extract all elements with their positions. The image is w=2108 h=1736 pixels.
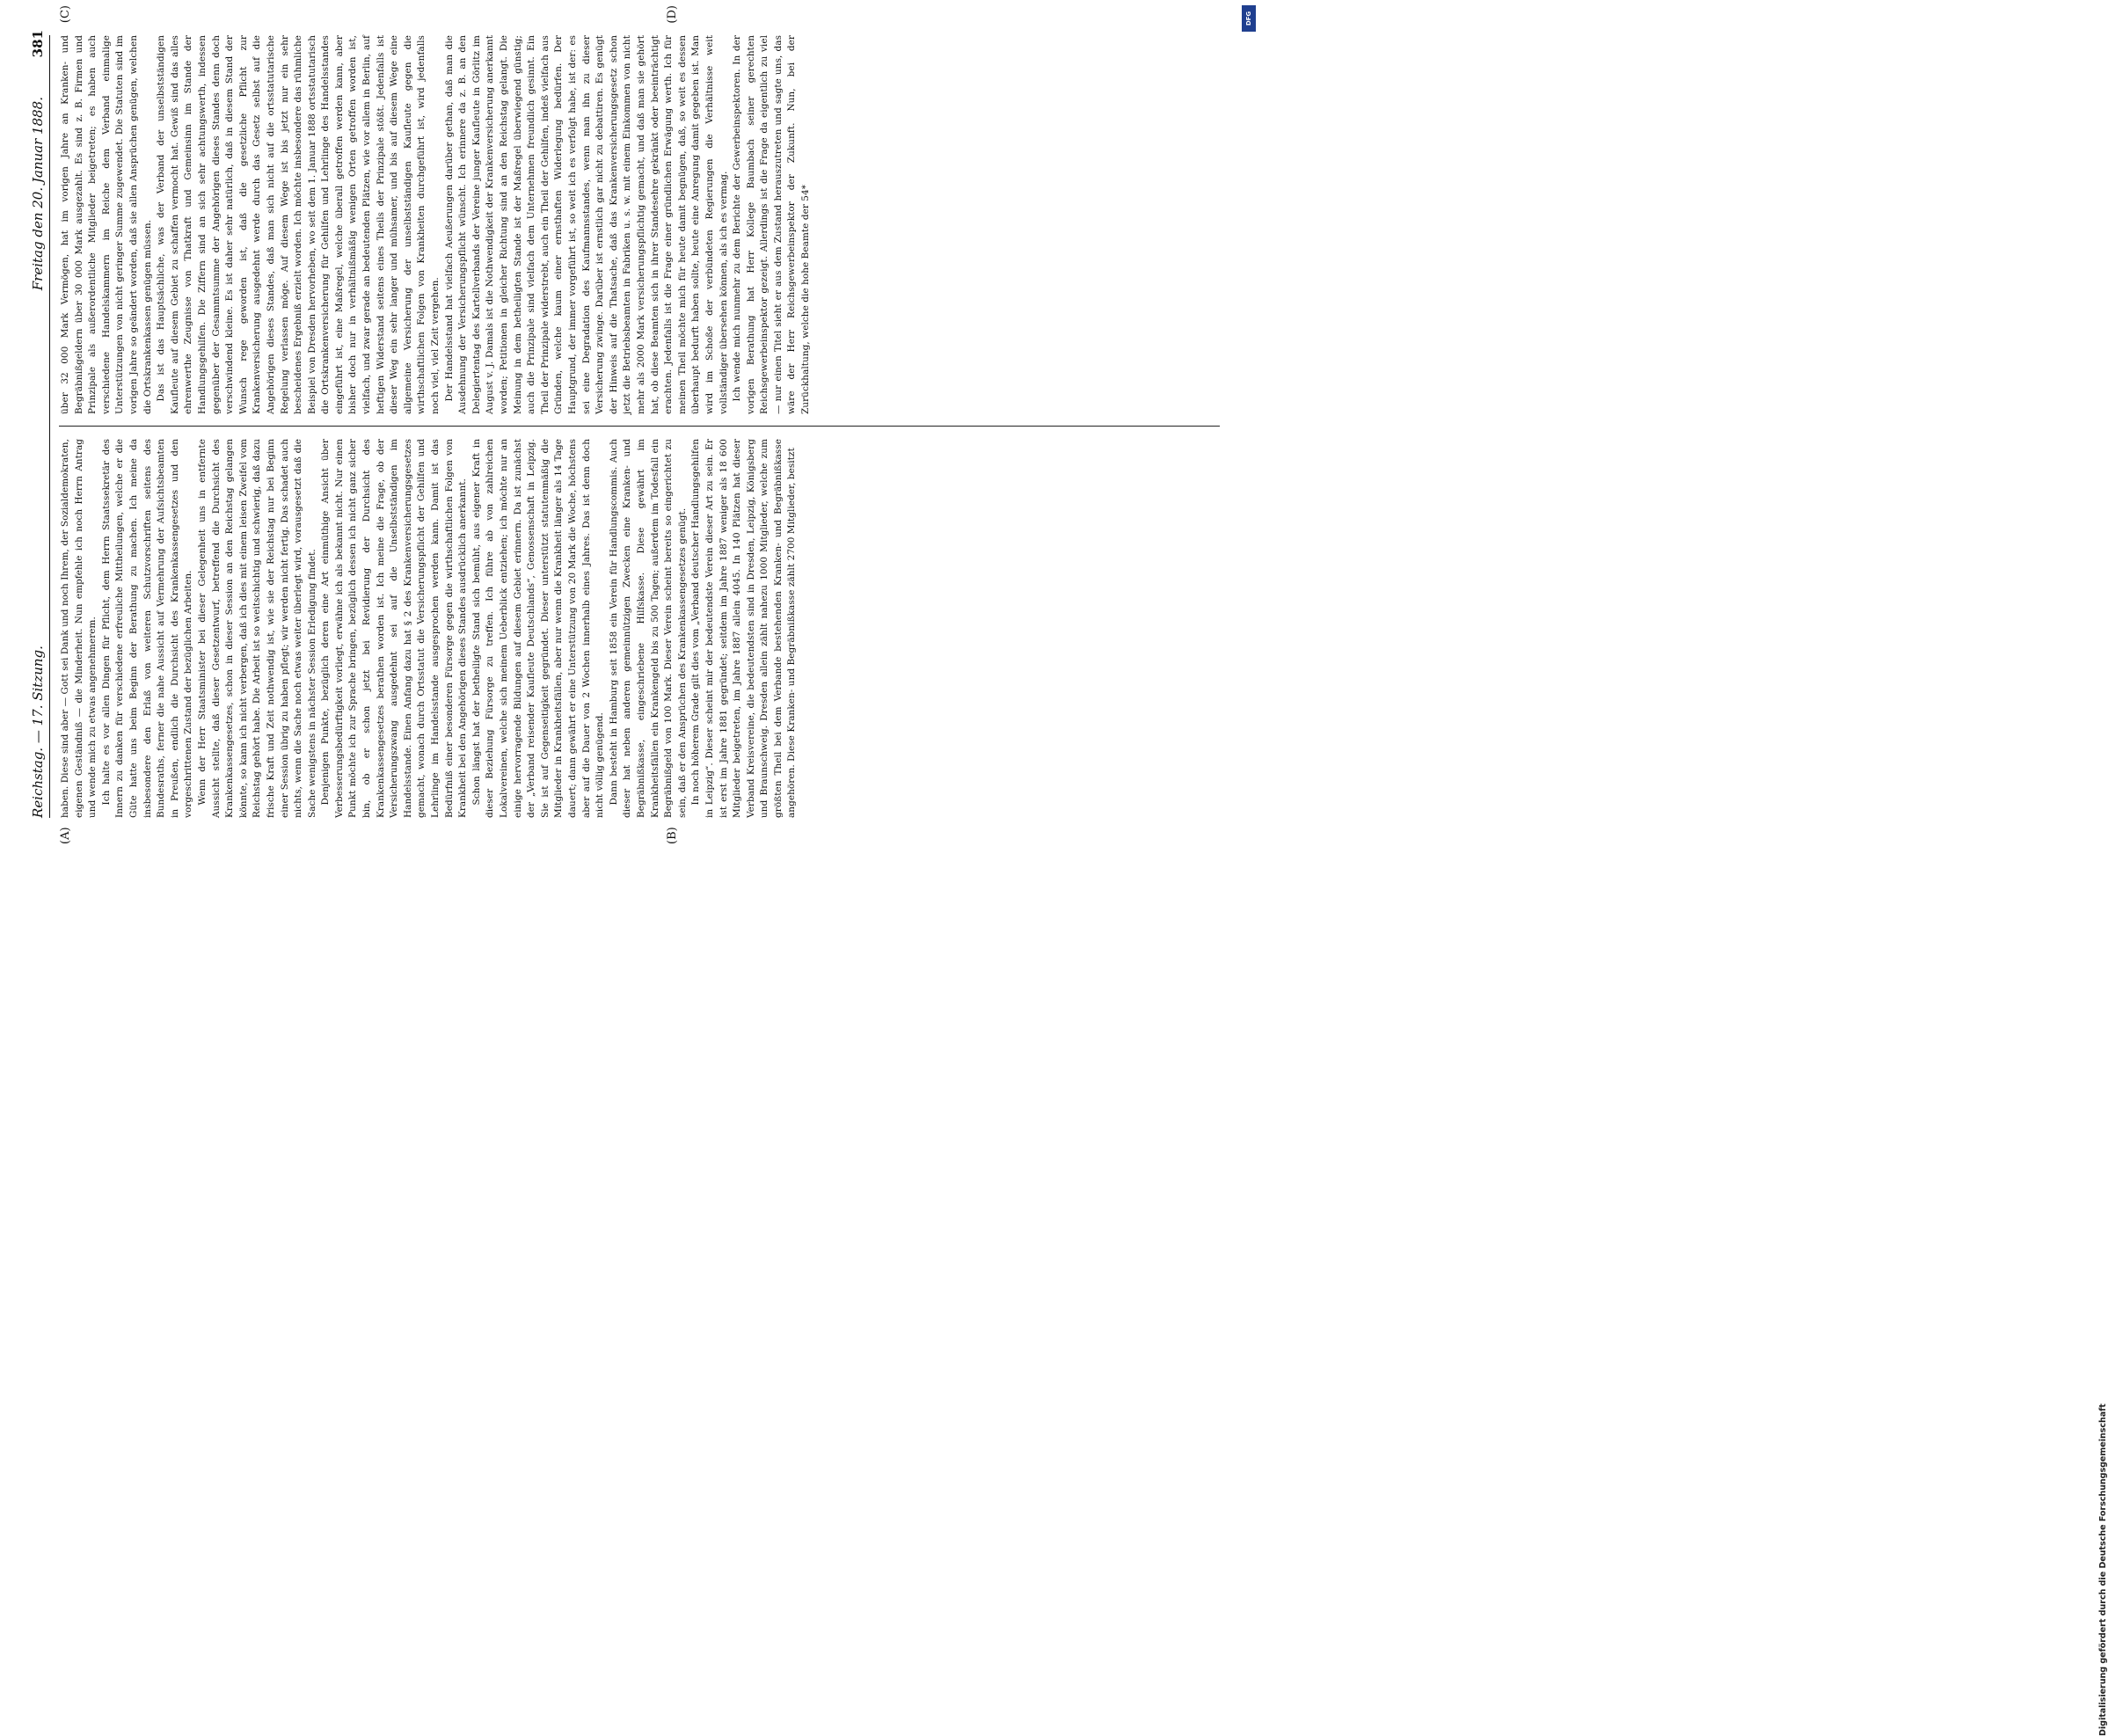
text-columns <box>59 5 1220 844</box>
paragraph: Wenn der Herr Staatsminister bei dieser Gelegenheit uns in entfernte Aussicht stellte, daß dieser Gesetzentwurf, betreffend die Durchsicht des Krankenkassengesetzes, schon in dieser Session an den Reichstag gelangen könnte, so kann ich nicht verbergen, daß ich dies mit einem leisen Zweifel vom Reichstag gehört habe. Die Arbeit ist so weitschichtig und schwierig, daß dazu frische Kraft und Zeit nothwendig ist, wie sie der Reichstag nur bei Beginn einer Session übrig zu haben pflegt; wir werden nicht fertig. Das schadet auch nichts, wenn die Sache noch etwas weiter überlegt wird, vorausgesetzt daß die Sache wenigstens in nächster Session Erledigung findet. <box>196 439 317 818</box>
column-divider <box>59 426 1220 427</box>
paragraph: Der Handelsstand hat vielfach Aeußerungen darüber gethan, daß man die Ausdehnung der Versicherungspflicht wünscht. Ich erinnere da z. B. an den Delegiertentag des Kartellverbands der Vereine junger Kaufleute in Görlitz im August v. J. Damals ist die Nothwendigkeit der Krankenversicherung anerkannt worden; Petitionen in gleicher Richtung sind an den Reichstag gelangt. Die Meinung in dem betheiligten Stande ist der Maßregel überwiegend günstig; auch die Prinzipale sind vielfach dem Unternehmen freundlich gesinnt. Ein Theil der Prinzipale widerstrebt, auch ein Theil der Gehilfen, indeß vielfach aus Gründen, welche kaum einer ernsthaften Widerlegung bedürfen. Der Hauptgrund, der immer vorgeführt ist, so weit ich es verfolgt habe, ist der: es sei eine Degradation des Kaufmannsstandes, wenn man ihn zu dieser Versicherung zwinge. Darüber ist ernstlich gar nicht zu debattiren. Es genügt der Hinweis auf die Thatsache, daß das Krankenversicherungsgesetz schon jetzt die Betriebsbeamten in Fabriken u. s. w. mit einem Einkommen von nicht mehr als 2000 Mark versicherungspflichtig gemacht, und daß man sie gehört hat, ob diese Beamten sich in ihrer Standesehre gekränkt oder beeinträchtigt erachten. Jedenfalls ist die Frage einer gründlichen Erwägung werth. Ich für meinen Theil möchte mich für heute damit begnügen, daß, so weit es dessen überhaupt bedurft haben sollte, heute eine Anregung damit gegeben ist. Man wird im Schoße der verbündeten Regierungen die Verhältnisse weit vollständiger übersehen können, als ich es vermag. <box>443 35 729 414</box>
section-marker-d: (D) <box>666 5 679 24</box>
paragraph: haben. Diese sind aber — Gott sei Dank und noch Ihrem, der Sozialdemokraten, eigenen Geständniß — die Minderheit. Nun empfehle ich noch Herrn Antrag und wende mich zu etwas angenehmerem. <box>60 439 98 818</box>
dfg-logo-text: DFG <box>1245 11 1252 26</box>
section-marker-b: (B) <box>666 827 679 844</box>
header-session: Reichstag. — 17. Sitzung. <box>30 646 46 818</box>
rotated-page <box>0 0 1231 879</box>
section-marker-c: (C) <box>59 5 72 24</box>
right-column <box>59 5 1220 414</box>
paragraph: Schon längst hat der betheiligte Stand sich bemüht, aus eigener Kraft in dieser Beziehung Fürsorge zu treffen. Ich führe ab von zahlreichen Lokalvereinen, welche sich meinem Ueberblick entziehen; ich möchte nur an einige hervorragende Bildungen auf diesem Gebiet erinnern. Da ist zunächst der „Verband reisender Kaufleute Deutschlands“, Genossenschaft in Leipzig. Sie ist auf Gegenseitigkeit gegründet. Dieser unterstützt statutenmäßig die Mitglieder in Krankheitsfällen, aber nur wenn die Krankheit länger als 14 Tage dauert; dann gewährt er eine Unterstützung von 20 Mark die Woche, höchstens aber auf die Dauer von 2 Wochen innerhalb eines Jahres. Das ist denn doch nicht völlig genügend. <box>470 439 606 818</box>
header-date <box>30 35 46 290</box>
left-column <box>59 439 1220 844</box>
page-header <box>23 30 50 818</box>
paragraph: In noch höherem Grade gilt dies vom „Verband deutscher Handlungsgehilfen in Leipzig“. Dieser scheint mir der bedeutendste Verein dieser Art zu sein. Er ist erst im Jahre 1881 gegründet; seitdem im Jahre 1887 weniger als 18 600 Mitglieder beigetreten, im Jahre 1887 allein 4045. In 140 Plätzen hat dieser Verband Kreisvereine, die bedeutendsten sind in Dresden, Leipzig, Königsberg und Braunschweig. Dresden allein zählt nahezu 1000 Mitglieder, welche zum größten Theil bei dem Verbande bestehenden Kranken- und Begräbnißkasse angehören. Diese Kranken- und Begräbnißkasse zählt 2700 Mitglieder, besitzt <box>690 439 798 818</box>
section-marker-a: (A) <box>59 827 72 844</box>
paragraph: über 32 000 Mark Vermögen, hat im vorigen Jahre an Kranken- und Begräbnißgeldern über 30 000 Mark ausgezahlt. Es sind z. B. Firmen und Prinzipale als außerordentliche Mitglieder beigetreten; es haben auch verschiedene Handelskammern im Reiche dem Verband einmalige Unterstützungen von nicht geringer Summe zugewendet. Die Statuten sind im vorigen Jahre so geändert worden, daß sie allen Ansprüchen genügen, welchen die Ortskrankenkassen genügen müssen. <box>60 35 153 414</box>
paragraph: Dann besteht in Hamburg seit 1858 ein Verein für Handlungscommis. Auch dieser hat neben anderen gemeinnützigen Zwecken eine Kranken- und Begräbnißkasse, eingeschriebene Hilfskasse. Diese gewährt im Krankheitsfällen ein Krankengeld bis zu 500 Tagen; außerdem im Todesfall ein Begräbnißgeld von 100 Mark. Dieser Verein scheint bereits so eingerichtet zu sein, daß er den Ansprüchen des Krankenkassengesetzes genügt. <box>608 439 688 818</box>
paragraph: Ich halte es vor allen Dingen für Pflicht, dem Herrn Staatssekretär des Innern zu danken für verschiedene erfreuliche Mittheilungen, welche er die Güte hatte uns beim Beginn der Berathung zu machen. Ich meine da insbesondere den Erlaß von weiteren Schutzvorschriften seitens des Bundesraths, ferner die nahe Aussicht auf Vermehrung der Aufsichtsbeamten in Preußen, endlich die Durchsicht des Krankenkassengesetzes und den vorgeschrittenen Zustand der bezüglichen Arbeiten. <box>100 439 194 818</box>
digitization-credit-text: Digitalisierung gefördert durch die Deutsche Forschungsgemeinschaft <box>2098 1404 2108 1736</box>
page-number: 381 <box>30 30 46 58</box>
paragraph: Denjenigen Punkte, bezüglich deren eine Art einmüthige Ansicht über Verbesserungsbedürftigkeit vorliegt, erwähne ich als bekannt nicht. Nur einen Punkt möchte ich zur Sprache bringen, bezüglich dessen ich nicht ganz sicher bin, ob er schon jetzt bei Revidierung der Durchsicht des Krankenkassengesetzes berathen worden ist. Ich meine die Frage, ob der Versicherungszwang ausgedehnt sei auf die Unselbstständigen im Handelsstande. Einen Anfang dazu hat § 2 des Krankenversicherungsgesetzes gemacht, wonach durch Ortsstatut die Versicherungspflicht der Gehilfen und Lehrlinge im Handelsstande ausgesprochen werden kann. Damit ist das Bedürfniß einer besonderen Fürsorge gegen die wirthschaftlichen Folgen von Krankheit bei den Angehörigen dieses Standes ausdrücklich anerkannt. <box>320 439 469 818</box>
paragraph: Ich wende mich nunmehr zu dem Berichte der Gewerbeinspektoren. In der vorigen Berathung hat Herr Kollege Baumbach seiner gerechten Reichsgewerbeinspektor gezeigt. Allerdings ist die Frage da eigentlich zu viel — nur einen Titel sieht er aus dem Zustand herauszutreten und sagte uns, das wäre der Herr Reichsgewerbeinspektor der Zukunft. Nun, bei der Zurückhaltung, welche die hohe Beamte der 54* <box>732 35 812 414</box>
digitization-credit <box>1234 5 2108 1736</box>
header-date-text: Freitag den 20. Januar 1888. <box>30 97 46 291</box>
paragraph: Das ist das Hauptsächliche, was der Verband der unselbstständigen Kaufleute auf diesem Gebiet zu schaffen vermocht hat. Gewiß sind das alles ehrenwerthe Zeugnisse von Thatkraft und Gemeinsinn im Stande der Handlungsgehilfen. Die Ziffern sind an sich sehr achtungswerth, indessen gegenüber der Gesammtsumme der Angehörigen dieses Standes denn doch verschwindend kleine. Es ist daher sehr natürlich, daß in diesem Stand der Wunsch rege geworden ist, daß die gesetzliche Pflicht zur Krankenversicherung ausgedehnt werde durch das Gesetz selbst auf die Angehörigen dieses Standes, daß man sich nicht auf die ortsstatutarische Regelung verlassen möge. Auf diesem Wege ist bis jetzt nur ein sehr bescheidenes Ergebniß erzielt worden. Ich möchte insbesondere das rühmliche Beispiel von Dresden hervorheben, wo seit dem 1. Januar 1888 ortsstatutarisch die Ortskrankenversicherung für Gehilfen und Lehrlinge des Handelsstandes eingeführt ist, eine Maßregel, welche überall getroffen werden kann, aber bisher doch nur in verhältnißmäßig wenigen Orten getroffen worden ist, vielfach, und zwar gerade an bedeutenden Plätzen, wie vor allem in Berlin, auf heftigen Widerstand seitens eines Theils der Prinzipale stößt. Jedenfalls ist dieser Weg ein sehr langer und mühsamer, und bis auf diesem Wege eine allgemeine Versicherung der unselbstständigen Kaufleute gegen die wirthschaftlichen Folgen von Krankheiten durchgeführt ist, wird jedenfalls noch viel, viel Zeit vergehen. <box>156 35 441 414</box>
